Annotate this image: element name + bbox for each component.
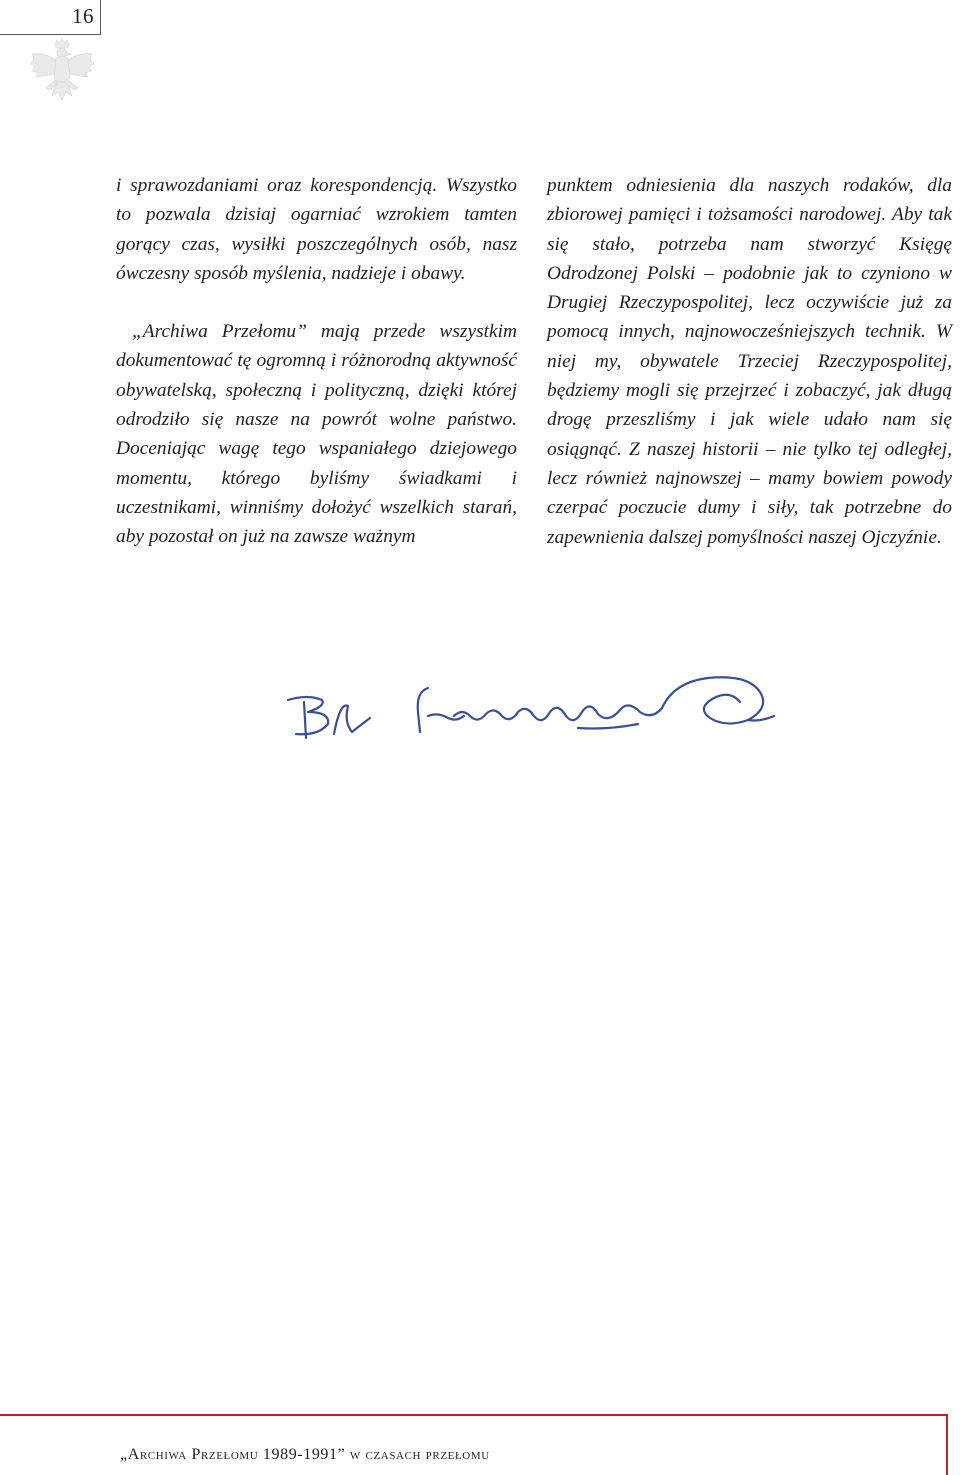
- polish-eagle-emblem-icon: [26, 38, 98, 112]
- handwritten-signature: [278, 672, 782, 752]
- left-text-column: [116, 171, 517, 552]
- right-text-column: [547, 171, 952, 552]
- footer-rule-end: [946, 1414, 948, 1475]
- paragraph: „Archiwa Przełomu” mają przede wszystkim dokumentować tę ogromną i różnorodną aktywność obywatelską, społeczną i polityczną, dzięki której odrodziło się nasze na powrót wolne państwo. Doceniając wagę tego wspaniałego dziejowego momentu, którego byliśmy świadkami i uczestnikami, winniśmy dołożyć wszelkich starań, aby pozostał on już na zawsze ważnym: [116, 321, 517, 548]
- footer-running-title: „Archiwa Przełomu 1989-1991” w czasach przełomu: [120, 1446, 490, 1463]
- paragraph: punktem odniesienia dla naszych rodaków, dla zbiorowej pamięci i tożsamości narodowej. Aby tak się stało, potrzeba nam stworzyć Księgę Odrodzonej Polski – podobnie jak to czyniono w Drugiej Rzeczypospolitej, lecz oczywiście już za pomocą innych, najnowocześniejszych technik. W niej my, obywatele Trzeciej Rzeczypospolitej, będziemy mogli się przejrzeć i zobaczyć, jak długą drogę przeszliśmy i jak wiele udało nam się osiągnąć. Z naszej historii – nie tylko tej odległej, lecz również najnowszej – mamy bowiem powody czerpać poczucie dumy i siły, tak potrzebne do zapewnienia dalszej pomyślności naszej Ojczyźnie.: [547, 175, 952, 548]
- footer-rule: [0, 1414, 947, 1416]
- paragraph: i sprawozdaniami oraz korespondencją. Wszystko to pozwala dzisiaj ogarniać wzrokiem tamten gorący czas, wysiłki poszczególnych osób, nasz ówczesny sposób myślenia, nadzieje i obawy.: [116, 175, 517, 284]
- page-number: 16: [72, 4, 94, 28]
- header-rule: [0, 34, 100, 35]
- header-rule-vertical: [100, 0, 101, 35]
